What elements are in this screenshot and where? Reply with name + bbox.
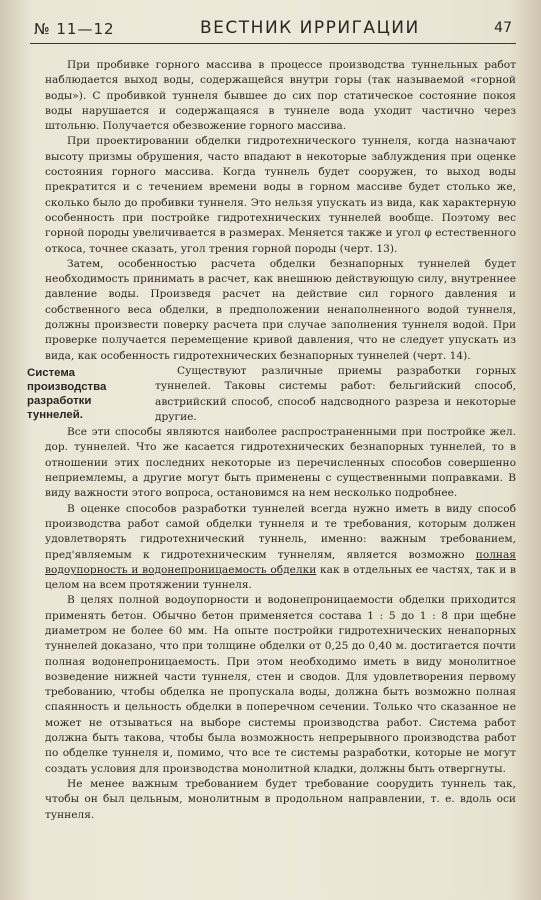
paragraph: При проектировании обделки гидротехнического туннеля, когда назначают высоту призмы обрушения, часто впадают в некоторые заблуждения при оценке состояния горного массива. Когда туннель будет сооружен, то выход воды прекратится и с течением времени воды в горном массиве будет столько же, сколько было до пробивки туннеля. Это нельзя упускать из вида, как характерную особенность при постройке гидротехнических туннелей вообще. Поэтому вес горной породы увеличивается в размерах. Меняется также и угол φ естественного откоса, точнее сказать, угол трения горной породы (черт. 13). — [45, 135, 516, 255]
paragraph-text: как в отдельных ее частях, так и в целом на всем протяжении туннеля. — [45, 563, 516, 592]
section-side-heading: Система производства разработки туннелей. — [27, 366, 107, 421]
paragraph: Все эти способы являются наиболее распространенными при постройке жел. дор. туннелей. Что же касается гидротехнических безнапорных туннелей, то в отношении этих последних некоторые из перечисленных способов совершенно неприемлемы, а другие могут быть применены с существенными поправками. В виду важности этого вопроса, остановимся на нем несколько подробнее. — [45, 426, 516, 500]
page-number: 47 — [494, 20, 512, 36]
header-rule — [30, 43, 516, 44]
issue-number: № 11—12 — [34, 20, 115, 38]
paragraph: Затем, особенностью расчета обделки безнапорных туннелей будет необходимость принимать в расчет, как внешнюю действующую силу, внутреннее давление воды. Произведя расчет на действие сил горного давления и собственного веса обделки, в предположении ненаполненного водой туннеля, должны произвести поверку расчета при случае заполнения туннеля водой. При проверке получается перемещение кривой давления, что не следует упускать из вида, как особенность гидротехнических безнапорных туннелей (черт. 14). — [45, 257, 516, 362]
paragraph-text: В оценке способов разработки туннелей всегда нужно иметь в виду способ производства работ самой обделки туннеля и те требования, которым должен удовлетворять гидротехнический туннель, именно: важным требованием, пред'являемым к гидротехническим туннелям, является возможно — [45, 502, 516, 561]
paragraph — [45, 502, 516, 594]
journal-title: ВЕСТНИК ИРРИГАЦИИ — [200, 18, 420, 38]
section-block — [27, 364, 516, 425]
paragraph: Не менее важным требованием будет требование соорудить туннель так, чтобы он был цельным, монолитным в продольном направлении, т. е. вдоль оси туннеля. — [45, 777, 516, 821]
paragraph: При пробивке горного массива в процессе производства туннельных работ наблюдается выход воды, содержащейся внутри горы (так называемой «горной воды»). С пробивкой туннеля бывшее до сих пор статическое состояние покоя воды нарушается и содержащаяся в туннеле вода уходит частично через штольню. Получается обезвожение горного массива. — [45, 59, 516, 133]
paragraph: Существуют различные приемы разработки горных туннелей. Таковы системы работ: бельгийский способ, австрийский способ, способ надсводного разреза и некоторые другие. — [155, 364, 516, 423]
page-header — [34, 18, 514, 42]
paragraph: В целях полной водоупорности и водонепроницаемости обделки приходится применять бетон. Обычно бетон применяется состава 1 : 5 до 1 : 8 при щебне диаметром не более 60 мм. На опыте постройки гидротехнических ненапорных туннелей доказано, что при толщине обделки от 0,25 до 0,40 м. достигается почти полная водонепроницаемость. При этом необходимо иметь в виду монолитное возведение нижней части туннеля, стен и сводов. Для удовлетворения первому требованию, чтобы обделка не пропускала воды, должна быть возможно полная спаянность и цельность обделки в поперечном сечении. Только что сказанное не может не отзываться на выборе системы производства работ. Система работ должна быть такова, чтобы была возможность непрерывного производства работ по обделке туннеля и, помимо, что все те системы разработки, которые не могут создать условия для производства монолитной кладки, должны быть отвергнуты. — [45, 594, 516, 775]
underlined-phrase: полная водоупорность и водонепроницаемость обделки — [45, 548, 516, 576]
article-body — [27, 58, 516, 823]
